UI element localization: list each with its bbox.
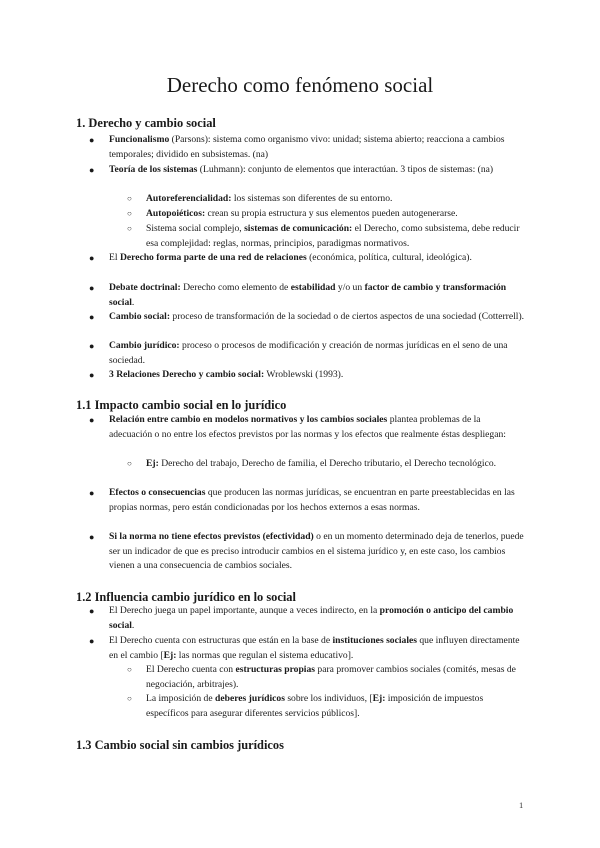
bold-text: Ej:: [146, 458, 159, 469]
bullet-icon: ●: [89, 341, 95, 351]
page-number: 1: [519, 800, 524, 810]
hollow-bullet-icon: ○: [127, 694, 132, 703]
text-run: que producen las normas jurídicas, se encuentran en parte preestablecidas en las propias normas, pero están condicionadas por los hechos externos a esas normas.: [109, 487, 515, 513]
bullet-icon: ●: [89, 165, 95, 175]
bullet-item: [89, 339, 525, 368]
text-run: sobre los individuos, [: [284, 693, 373, 704]
bullet-icon: ●: [89, 135, 95, 145]
bullet-item: [89, 251, 525, 266]
bold-text: 3 Relaciones Derecho y cambio social:: [109, 369, 265, 380]
text-run: el Derecho, como subsistema, debe reducir esa complejidad: reglas, normas, principios, paradigmas normativos.: [146, 223, 520, 249]
hollow-bullet-icon: ○: [127, 224, 132, 233]
bullet-item: [89, 604, 525, 633]
bullet-item: [89, 634, 525, 663]
bold-text: instituciones sociales: [332, 635, 417, 646]
bold-text: Teoría de los sistemas: [109, 164, 198, 175]
hollow-bullet-icon: ○: [127, 665, 132, 674]
text-run: Derecho como elemento de: [180, 282, 291, 293]
text-run: (económica, política, cultural, ideológica).: [306, 252, 472, 263]
bold-text: estabilidad: [290, 282, 336, 293]
bullet-item: [89, 163, 525, 178]
bold-text: Cambio jurídico:: [109, 340, 180, 351]
text-run: y/o un: [335, 282, 365, 293]
sub-bullet-item: [127, 663, 525, 692]
text-run: los sistemas son diferentes de su entorno.: [231, 193, 393, 204]
bullet-item: [89, 413, 525, 442]
bold-text: deberes jurídicos: [215, 693, 285, 704]
bullet-icon: ●: [89, 532, 95, 542]
text-run: para promover cambios sociales (comités, mesas de negociación, arbitrajes).: [146, 664, 516, 690]
hollow-bullet-icon: ○: [127, 194, 132, 203]
sub-bullet-item: [127, 692, 525, 721]
bullet-item: [89, 133, 525, 162]
text-run: La imposición de: [146, 693, 216, 704]
bold-text: Debate doctrinal:: [109, 282, 181, 293]
bullet-icon: ●: [89, 636, 95, 646]
text-run: .: [131, 619, 135, 631]
bullet-icon: ●: [89, 253, 95, 263]
bold-text: Ej:: [163, 649, 177, 661]
bullet-item: [89, 486, 525, 515]
text-run: El: [109, 252, 120, 263]
text-run: El Derecho cuenta con estructuras que están en la base de: [109, 635, 333, 646]
bullet-icon: ●: [89, 283, 95, 293]
bold-text: Cambio social:: [109, 311, 171, 322]
section-heading: 1.3 Cambio social sin cambios jurídicos: [76, 738, 284, 752]
text-run: Wroblewski (1993).: [264, 369, 344, 380]
text-run: crean su propia estructura y sus elementos pueden autogenerarse.: [205, 208, 458, 219]
text-run: o en un momento determinado deja de tenerlos, puede ser un indicador de que es preciso introducir cambios en el sistema jurídico y, en este caso, los cambios vienen a una consecuencia de cambios sociales.: [109, 531, 524, 572]
bold-text: factor de cambio y transformación social: [109, 282, 507, 308]
text-run: El Derecho cuenta con: [146, 664, 236, 675]
sub-bullet-item: [127, 207, 525, 222]
text-run: Sistema social complejo,: [146, 223, 245, 234]
text-run: sistema como organismo vivo: unidad; sistema abierto; reacciona a cambios temporales; dividido en subsistemas. (na): [109, 134, 505, 160]
text-run: las normas que regulan el sistema educativo].: [176, 649, 354, 661]
page-title: Derecho como fenómeno social: [166, 73, 434, 97]
sub-bullet-item: [127, 222, 525, 251]
bold-text: Autoreferencialidad:: [146, 193, 232, 204]
bullet-item: [89, 281, 525, 310]
text-run: Derecho del trabajo, Derecho de familia, el Derecho tributario, el Derecho tecnológico.: [158, 458, 497, 469]
text-run: imposición de impuestos específicos para asegurar diferentes servicios públicos].: [146, 693, 484, 719]
text-run: proceso o procesos de modificación y creación de normas jurídicas en el seno de una sociedad.: [109, 340, 508, 366]
text-run: proceso de transformación de la sociedad o de ciertos aspectos de una sociedad (Cotterrell).: [170, 311, 525, 322]
bold-text: Ej:: [372, 693, 386, 704]
hollow-bullet-icon: ○: [127, 209, 132, 218]
bold-text: sistemas de comunicación:: [244, 223, 353, 234]
section-heading: 1.2 Influencia cambio jurídico en lo social: [76, 590, 296, 604]
bold-text: promoción o anticipo del cambio social: [109, 605, 514, 631]
bold-text: Funcionalismo: [109, 134, 170, 145]
bold-text: Efectos o consecuencias: [109, 487, 206, 498]
text-run: (Luhmann): conjunto de elementos que interactúan. 3 tipos de sistemas: (na): [197, 164, 494, 175]
bold-text: Si la norma no tiene efectos previstos (efectividad): [109, 531, 314, 542]
hollow-bullet-icon: ○: [127, 459, 132, 468]
bullet-icon: ●: [89, 370, 95, 380]
bullet-item: [89, 530, 525, 574]
section-heading: 1.1 Impacto cambio social en lo jurídico: [76, 398, 287, 412]
sub-bullet-item: [127, 192, 525, 207]
bold-text: Relación entre cambio en modelos normativos y los cambios sociales: [109, 414, 388, 425]
section-heading: 1. Derecho y cambio social: [76, 116, 216, 130]
bullet-item: [89, 368, 525, 383]
bullet-icon: ●: [89, 606, 95, 616]
bold-text: Derecho forma parte de una red de relaciones: [119, 252, 307, 263]
bullet-item: [89, 310, 525, 325]
text-run: El Derecho juega un papel importante, aunque a veces indirecto, en la: [109, 605, 380, 616]
bold-text: estructuras propias: [235, 664, 316, 675]
bold-text: Autopoiéticos:: [146, 208, 206, 219]
sub-bullet-item: [127, 457, 525, 472]
bullet-icon: ●: [89, 415, 95, 425]
text-run: que influyen directamente en el cambio [: [109, 635, 520, 661]
bullet-icon: ●: [89, 312, 95, 322]
bullet-icon: ●: [89, 488, 95, 498]
text-run: (Parsons):: [169, 134, 213, 145]
text-run: plantea problemas de la adecuación o no entre los efectos previstos por las normas y los efectos que realmente éstas despliegan:: [109, 414, 506, 440]
text-run: .: [131, 296, 135, 308]
